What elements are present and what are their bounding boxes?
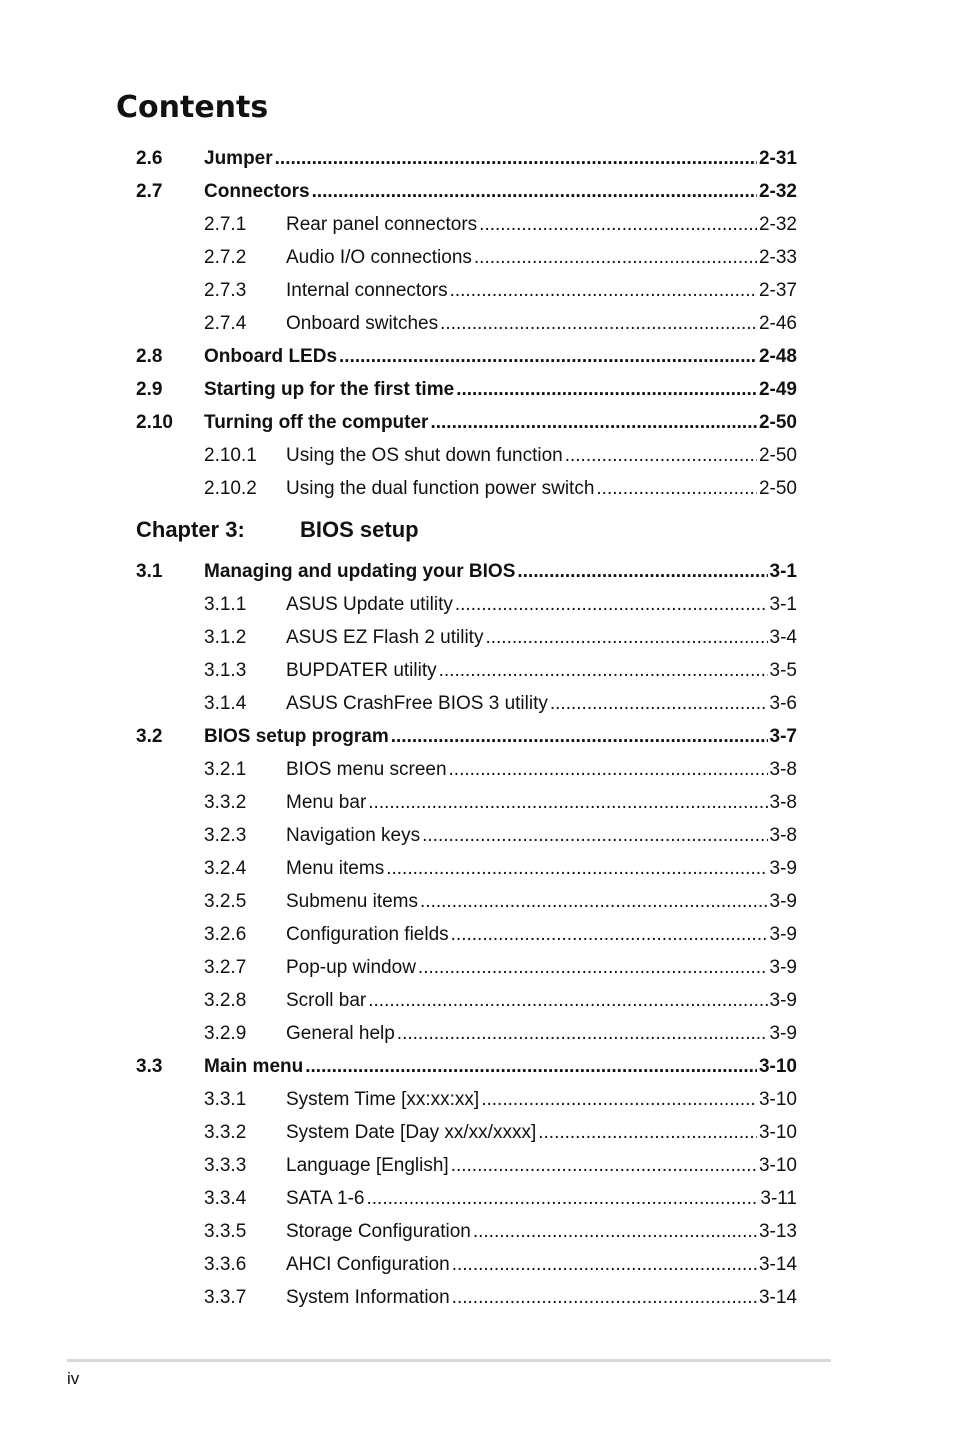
toc-subsection-entry[interactable] xyxy=(136,1017,797,1050)
toc-entry-page: 3-10 xyxy=(758,1055,797,1077)
toc-entry-number: 3.3.3 xyxy=(204,1155,247,1176)
toc-section-entry[interactable] xyxy=(136,340,797,373)
toc-entry-page: 3-8 xyxy=(769,791,797,813)
toc-subsection-entry[interactable] xyxy=(136,307,797,340)
toc-entry-body xyxy=(204,1050,797,1083)
toc-entry-label: Pop-up window xyxy=(286,956,416,978)
dot-leader xyxy=(452,1287,757,1309)
toc-entry-number: 2.10.2 xyxy=(204,478,257,499)
dot-leader xyxy=(596,478,757,500)
toc-entry-number: 2.7 xyxy=(136,181,163,202)
toc-entry-body xyxy=(286,588,797,621)
toc-entry-page: 2-32 xyxy=(758,213,797,235)
toc-entry-number: 3.3.5 xyxy=(204,1221,247,1242)
toc-entry-label: Language [English] xyxy=(286,1154,449,1176)
dot-leader xyxy=(452,1254,757,1276)
dot-leader xyxy=(305,1056,757,1078)
toc-entry-body xyxy=(286,241,797,274)
dot-leader xyxy=(449,759,768,781)
toc-subsection-entry[interactable] xyxy=(136,621,797,654)
dot-leader xyxy=(368,990,767,1012)
toc-subsection-entry[interactable] xyxy=(136,753,797,786)
dot-leader xyxy=(450,280,757,302)
toc-entry-body xyxy=(286,1182,797,1215)
toc-entry-body xyxy=(286,1281,797,1314)
toc-entry-page: 3-8 xyxy=(769,758,797,780)
toc-section-entry[interactable] xyxy=(136,373,797,406)
toc-entry-label: System Time [xx:xx:xx] xyxy=(286,1088,480,1110)
toc-subsection-entry[interactable] xyxy=(136,786,797,819)
toc-subsection-entry[interactable] xyxy=(136,208,797,241)
toc-section-entry[interactable] xyxy=(136,555,797,588)
dot-leader xyxy=(481,1089,757,1111)
toc-entry-label: Scroll bar xyxy=(286,989,367,1011)
chapter-title: BIOS setup xyxy=(300,517,419,542)
dot-leader xyxy=(418,957,768,979)
toc-entry-label: BIOS setup program xyxy=(204,725,389,747)
toc-entry-label: ASUS CrashFree BIOS 3 utility xyxy=(286,692,548,714)
dot-leader xyxy=(430,412,757,434)
dot-leader xyxy=(439,660,768,682)
toc-entry-label: Internal connectors xyxy=(286,279,448,301)
toc-entry-label: Navigation keys xyxy=(286,824,421,846)
toc-subsection-entry[interactable] xyxy=(136,1116,797,1149)
dot-leader xyxy=(538,1122,757,1144)
toc-entry-label: ASUS EZ Flash 2 utility xyxy=(286,626,484,648)
toc-entry-body xyxy=(204,175,797,208)
dot-leader xyxy=(368,792,767,814)
toc-section-entry[interactable] xyxy=(136,142,797,175)
toc-subsection-entry[interactable] xyxy=(136,439,797,472)
toc-subsection-entry[interactable] xyxy=(136,687,797,720)
dot-leader xyxy=(339,346,757,368)
toc-entry-page: 2-49 xyxy=(758,378,797,400)
toc-part-chapter2 xyxy=(136,142,797,505)
dot-leader xyxy=(517,561,767,583)
toc-entry-label: Menu items xyxy=(286,857,385,879)
toc-entry-number: 3.2.1 xyxy=(204,759,247,780)
dot-leader xyxy=(451,924,768,946)
toc-entry-number: 3.1.1 xyxy=(204,594,247,615)
toc-entry-number: 2.9 xyxy=(136,379,163,400)
toc-entry-number: 3.2.9 xyxy=(204,1023,247,1044)
toc-subsection-entry[interactable] xyxy=(136,274,797,307)
toc-entry-body xyxy=(286,786,797,819)
toc-entry-number: 2.7.2 xyxy=(204,247,247,268)
toc-subsection-entry[interactable] xyxy=(136,819,797,852)
toc-entry-label: Main menu xyxy=(204,1055,304,1077)
toc-entry-body xyxy=(286,1248,797,1281)
toc-subsection-entry[interactable] xyxy=(136,1083,797,1116)
toc-entry-number: 2.7.4 xyxy=(204,313,247,334)
toc-entry-label: System Date [Day xx/xx/xxxx] xyxy=(286,1121,537,1143)
toc-entry-body xyxy=(286,852,797,885)
toc-entry-label: Audio I/O connections xyxy=(286,246,472,268)
toc-entry-body xyxy=(286,918,797,951)
toc-entry-label: Onboard LEDs xyxy=(204,345,338,367)
toc-subsection-entry[interactable] xyxy=(136,951,797,984)
toc-entry-label: ASUS Update utility xyxy=(286,593,453,615)
toc-entry-body xyxy=(204,340,797,373)
toc-entry-number: 3.1.3 xyxy=(204,660,247,681)
toc-entry-number: 3.2.5 xyxy=(204,891,247,912)
toc-section-entry[interactable] xyxy=(136,406,797,439)
dot-leader xyxy=(422,825,767,847)
toc-entry-label: Using the dual function power switch xyxy=(286,477,595,499)
toc-entry-number: 3.2.6 xyxy=(204,924,247,945)
dot-leader xyxy=(565,445,757,467)
toc-entry-number: 3.1 xyxy=(136,561,163,582)
toc-entry-page: 3-1 xyxy=(769,593,797,615)
footer-page-number: iv xyxy=(67,1369,80,1388)
table-of-contents xyxy=(136,142,797,1314)
toc-entry-body xyxy=(286,687,797,720)
dot-leader xyxy=(451,1155,757,1177)
toc-entry-number: 2.6 xyxy=(136,148,163,169)
dot-leader xyxy=(275,148,757,170)
toc-entry-page: 2-31 xyxy=(758,147,797,169)
toc-entry-page: 3-11 xyxy=(760,1187,797,1209)
toc-entry-number: 2.7.3 xyxy=(204,280,247,301)
toc-entry-body xyxy=(286,1215,797,1248)
toc-entry-body xyxy=(286,208,797,241)
toc-entry-page: 3-9 xyxy=(769,890,797,912)
dot-leader xyxy=(397,1023,768,1045)
toc-entry-label: SATA 1-6 xyxy=(286,1187,365,1209)
toc-entry-number: 3.2.4 xyxy=(204,858,247,879)
toc-entry-page: 3-8 xyxy=(769,824,797,846)
dot-leader xyxy=(386,858,767,880)
toc-entry-body xyxy=(204,555,797,588)
toc-entry-number: 3.3.2 xyxy=(204,1122,247,1143)
toc-entry-label: Onboard switches xyxy=(286,312,439,334)
toc-entry-number: 2.10 xyxy=(136,412,173,433)
page-title: Contents xyxy=(116,90,269,125)
toc-entry-number: 3.3 xyxy=(136,1056,163,1077)
toc-subsection-entry[interactable] xyxy=(136,852,797,885)
toc-entry-number: 3.3.2 xyxy=(204,792,247,813)
dot-leader xyxy=(420,891,768,913)
toc-entry-label: Configuration fields xyxy=(286,923,449,945)
toc-subsection-entry[interactable] xyxy=(136,241,797,274)
toc-entry-page: 3-10 xyxy=(758,1154,797,1176)
toc-subsection-entry[interactable] xyxy=(136,984,797,1017)
toc-entry-page: 3-10 xyxy=(758,1088,797,1110)
toc-entry-body xyxy=(286,885,797,918)
toc-subsection-entry[interactable] xyxy=(136,1281,797,1314)
toc-entry-page: 3-4 xyxy=(769,626,797,648)
toc-section-entry[interactable] xyxy=(136,1050,797,1083)
toc-entry-label: Using the OS shut down function xyxy=(286,444,563,466)
toc-entry-page: 3-6 xyxy=(769,692,797,714)
toc-entry-label: Storage Configuration xyxy=(286,1220,471,1242)
dot-leader xyxy=(473,1221,757,1243)
toc-entry-page: 2-32 xyxy=(758,180,797,202)
toc-entry-page: 3-1 xyxy=(769,560,797,582)
dot-leader xyxy=(485,627,767,649)
toc-entry-page: 2-33 xyxy=(758,246,797,268)
toc-entry-number: 3.3.4 xyxy=(204,1188,247,1209)
toc-entry-number: 2.7.1 xyxy=(204,214,247,235)
toc-entry-body xyxy=(286,819,797,852)
toc-entry-label: Turning off the computer xyxy=(204,411,429,433)
toc-entry-label: Rear panel connectors xyxy=(286,213,478,235)
toc-entry-label: General help xyxy=(286,1022,395,1044)
toc-entry-number: 3.1.4 xyxy=(204,693,247,714)
toc-entry-label: Managing and updating your BIOS xyxy=(204,560,516,582)
dot-leader xyxy=(367,1188,759,1210)
toc-subsection-entry[interactable] xyxy=(136,654,797,687)
toc-section-entry[interactable] xyxy=(136,175,797,208)
toc-entry-body xyxy=(286,1149,797,1182)
toc-subsection-entry[interactable] xyxy=(136,588,797,621)
dot-leader xyxy=(479,214,757,236)
toc-entry-page: 2-46 xyxy=(758,312,797,334)
toc-entry-number: 3.2.3 xyxy=(204,825,247,846)
toc-entry-page: 3-7 xyxy=(769,725,797,747)
toc-entry-number: 2.10.1 xyxy=(204,445,257,466)
toc-entry-page: 3-10 xyxy=(758,1121,797,1143)
toc-subsection-entry[interactable] xyxy=(136,1182,797,1215)
dot-leader xyxy=(312,181,757,203)
toc-entry-label: BUPDATER utility xyxy=(286,659,437,681)
toc-entry-body xyxy=(204,142,797,175)
toc-entry-label: BIOS menu screen xyxy=(286,758,447,780)
toc-entry-body xyxy=(286,1017,797,1050)
toc-entry-label: Menu bar xyxy=(286,791,367,813)
toc-entry-label: Connectors xyxy=(204,180,310,202)
dot-leader xyxy=(440,313,757,335)
toc-entry-number: 3.1.2 xyxy=(204,627,247,648)
toc-entry-body xyxy=(286,753,797,786)
toc-entry-page: 2-50 xyxy=(758,411,797,433)
toc-entry-page: 3-9 xyxy=(769,1022,797,1044)
dot-leader xyxy=(391,726,768,748)
toc-entry-body xyxy=(286,1116,797,1149)
toc-entry-number: 3.3.1 xyxy=(204,1089,247,1110)
toc-entry-page: 3-9 xyxy=(769,956,797,978)
dot-leader xyxy=(456,379,757,401)
footer-divider xyxy=(67,1359,831,1362)
toc-entry-number: 3.2.8 xyxy=(204,990,247,1011)
toc-entry-label: System Information xyxy=(286,1286,450,1308)
dot-leader xyxy=(550,693,768,715)
dot-leader xyxy=(455,594,768,616)
toc-entry-body xyxy=(286,1083,797,1116)
toc-entry-body xyxy=(204,406,797,439)
toc-part-chapter3 xyxy=(136,555,797,1314)
chapter-heading xyxy=(136,505,797,555)
toc-entry-page: 3-14 xyxy=(758,1253,797,1275)
dot-leader xyxy=(474,247,757,269)
toc-entry-page: 3-14 xyxy=(758,1286,797,1308)
toc-entry-number: 3.3.6 xyxy=(204,1254,247,1275)
toc-entry-page: 3-13 xyxy=(758,1220,797,1242)
toc-entry-page: 3-9 xyxy=(769,923,797,945)
toc-entry-body xyxy=(286,439,797,472)
toc-subsection-entry[interactable] xyxy=(136,1248,797,1281)
toc-entry-page: 2-50 xyxy=(758,477,797,499)
chapter-number: Chapter 3: xyxy=(136,517,245,542)
toc-subsection-entry[interactable] xyxy=(136,472,797,505)
toc-entry-body xyxy=(286,307,797,340)
toc-subsection-entry[interactable] xyxy=(136,885,797,918)
toc-entry-body xyxy=(286,984,797,1017)
toc-entry-body xyxy=(286,654,797,687)
toc-entry-label: Starting up for the first time xyxy=(204,378,455,400)
toc-entry-page: 3-9 xyxy=(769,857,797,879)
toc-entry-body xyxy=(286,621,797,654)
toc-entry-number: 3.2 xyxy=(136,726,163,747)
toc-entry-number: 2.8 xyxy=(136,346,163,367)
toc-subsection-entry[interactable] xyxy=(136,918,797,951)
toc-entry-number: 3.2.7 xyxy=(204,957,247,978)
toc-entry-page: 2-48 xyxy=(758,345,797,367)
toc-entry-label: Submenu items xyxy=(286,890,419,912)
toc-entry-page: 3-9 xyxy=(769,989,797,1011)
toc-entry-label: Jumper xyxy=(204,147,273,169)
toc-entry-body xyxy=(204,373,797,406)
toc-entry-body xyxy=(204,720,797,753)
toc-entry-page: 2-50 xyxy=(758,444,797,466)
toc-entry-body xyxy=(286,472,797,505)
toc-entry-body xyxy=(286,951,797,984)
toc-entry-page: 2-37 xyxy=(758,279,797,301)
toc-subsection-entry[interactable] xyxy=(136,1215,797,1248)
toc-entry-page: 3-5 xyxy=(769,659,797,681)
toc-entry-number: 3.3.7 xyxy=(204,1287,247,1308)
toc-section-entry[interactable] xyxy=(136,720,797,753)
toc-entry-body xyxy=(286,274,797,307)
toc-subsection-entry[interactable] xyxy=(136,1149,797,1182)
toc-entry-label: AHCI Configuration xyxy=(286,1253,450,1275)
